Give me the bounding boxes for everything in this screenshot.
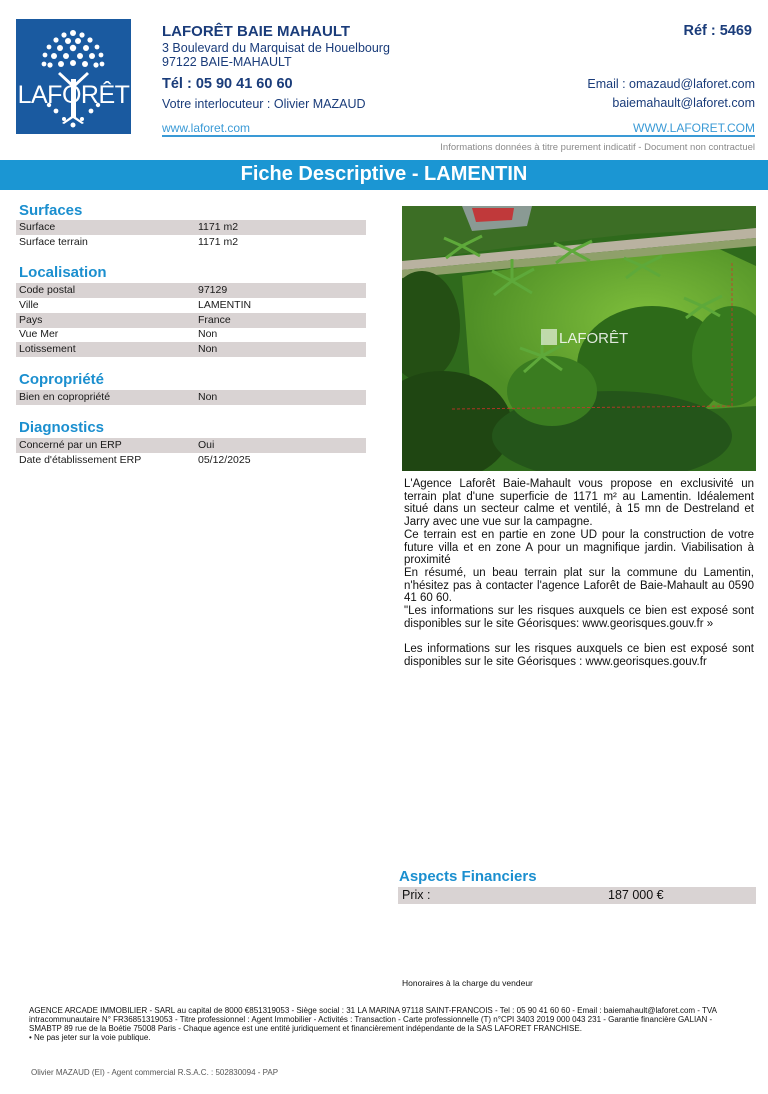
row-value: Non: [198, 328, 218, 340]
row-label: Surface: [19, 221, 56, 233]
row-label: Lotissement: [19, 343, 76, 355]
table-row: [16, 390, 366, 405]
table-row: [16, 342, 366, 357]
row-value: 1171 m2: [198, 236, 239, 248]
agency-address-line2: 97122 BAIE-MAHAULT: [162, 55, 292, 69]
row-label: Ville: [19, 299, 39, 311]
row-label: Vue Mer: [19, 328, 59, 340]
row-label: Surface terrain: [19, 236, 88, 248]
row-value: Oui: [198, 439, 215, 451]
website-link[interactable]: www.laforet.com: [162, 121, 251, 135]
row-label: Pays: [19, 314, 43, 326]
row-value: Non: [198, 391, 218, 403]
row-label: Date d'établissement ERP: [19, 454, 142, 466]
agency-contact-person: Votre interlocuteur : Olivier MAZAUD: [162, 97, 366, 111]
tree-logo-icon: [16, 19, 131, 134]
row-value: 1171 m2: [198, 221, 239, 233]
property-reference: Réf : 5469: [683, 23, 752, 39]
logo-wordmark: LAFORÊT: [17, 81, 130, 109]
contact-email-link[interactable]: Email : omazaud@laforet.com: [587, 77, 755, 91]
row-value: 97129: [198, 284, 228, 296]
row-label: Concerné par un ERP: [19, 439, 122, 451]
table-row: [16, 327, 366, 342]
photo-watermark: LAFORÊT: [559, 330, 629, 347]
legal-text-recycling: • Ne pas jeter sur la voie publique.: [29, 1033, 151, 1042]
page-title: Fiche Descriptive - LAMENTIN: [240, 163, 528, 185]
agency-name: LAFORÊT BAIE MAHAULT: [162, 23, 351, 40]
row-label: Code postal: [19, 284, 76, 296]
row-value: France: [198, 314, 231, 326]
price-value: 187 000 €: [608, 888, 664, 902]
legal-notice: [29, 1006, 739, 1042]
section-title-localisation: Localisation: [19, 264, 107, 281]
header-divider: [162, 135, 755, 137]
website-link-uppercase[interactable]: WWW.LAFORET.COM: [633, 121, 755, 135]
row-value: 05/12/2025: [198, 454, 251, 466]
description-paragraph: "Les informations sur les risques auxquels ce bien est exposé sont disponibles sur le site Géorisques: www.georisques.gouv.fr »: [404, 605, 754, 630]
row-value: LAMENTIN: [198, 299, 252, 311]
description-paragraph: En résumé, un beau terrain plat sur la commune du Lamentin, n'hésitez pas à contacter l'agence Laforêt de Baie-Mahault au 0590 41 60 60.: [404, 566, 754, 605]
row-label: Bien en copropriété: [19, 391, 111, 403]
agent-registration: Olivier MAZAUD (EI) - Agent commercial R.S.A.C. : 502830094 - PAP: [31, 1068, 279, 1077]
agency-email-link[interactable]: baiemahault@laforet.com: [612, 96, 755, 110]
agency-phone: Tél : 05 90 41 60 60: [162, 76, 293, 92]
table-row: [16, 438, 366, 453]
row-value: Non: [198, 343, 218, 355]
table-row: [16, 453, 366, 468]
title-bar: [0, 160, 768, 190]
property-photo: [402, 206, 756, 471]
price-label: Prix :: [402, 888, 431, 902]
table-row: [16, 313, 366, 328]
description-paragraph: Les informations sur les risques auxquels ce bien est exposé sont disponibles sur le site Géorisques : www.georisques.gouv.fr: [404, 643, 754, 668]
description-paragraph: L'Agence Laforêt Baie-Mahault vous propose en exclusivité un terrain plat d'une superficie de 1171 m² au Lamentin. Idéalement situé dans un secteur calme et ventilé, à 15 mn de Destreland et Jarry avec une vue sur la campagne.: [404, 478, 754, 529]
table-row: [16, 298, 366, 313]
aerial-land-image: [402, 206, 756, 471]
table-row: [16, 235, 366, 250]
agency-address-line1: 3 Boulevard du Marquisat de Houelbourg: [162, 41, 390, 55]
table-row: [16, 220, 366, 235]
section-title-diagnostics: Diagnostics: [19, 419, 105, 436]
property-description: [404, 478, 754, 669]
section-title-surfaces: Surfaces: [19, 202, 83, 219]
fees-note: Honoraires à la charge du vendeur: [402, 978, 533, 988]
description-paragraph: Ce terrain est en partie en zone UD pour la construction de votre future villa et en zone A pour un magnifique jardin. Viabilisation à proximité: [404, 528, 754, 567]
laforet-logo: [16, 19, 131, 134]
section-title-copropriete: Copropriété: [19, 371, 105, 388]
table-row: [16, 283, 366, 298]
price-row: [398, 887, 756, 904]
section-title-financial: Aspects Financiers: [399, 868, 537, 885]
disclaimer-text: Informations données à titre purement indicatif - Document non contractuel: [440, 142, 755, 153]
legal-text: AGENCE ARCADE IMMOBILIER - SARL au capital de 8000 €851319053 - Siège social : 31 LA MARINA 97118 SAINT-FRANCOIS - Tel : 05 90 41 60 60 - Email : baiemahault@laforet.com - TVA intracommunautaire N° FR36851319053 - Titre professionnel : Agent Immobilier - Activités : Transaction - Carte professionnelle (T) n°CPI 3403 2019 000 043 231 - Garantie financière GALIAN - SMABTP 89 rue de la Boétie 75008 Paris - Chaque agence est une entité juridiquement et financièrement indépendante de la SAS LAFORET FRANCHISE.: [29, 1006, 717, 1033]
